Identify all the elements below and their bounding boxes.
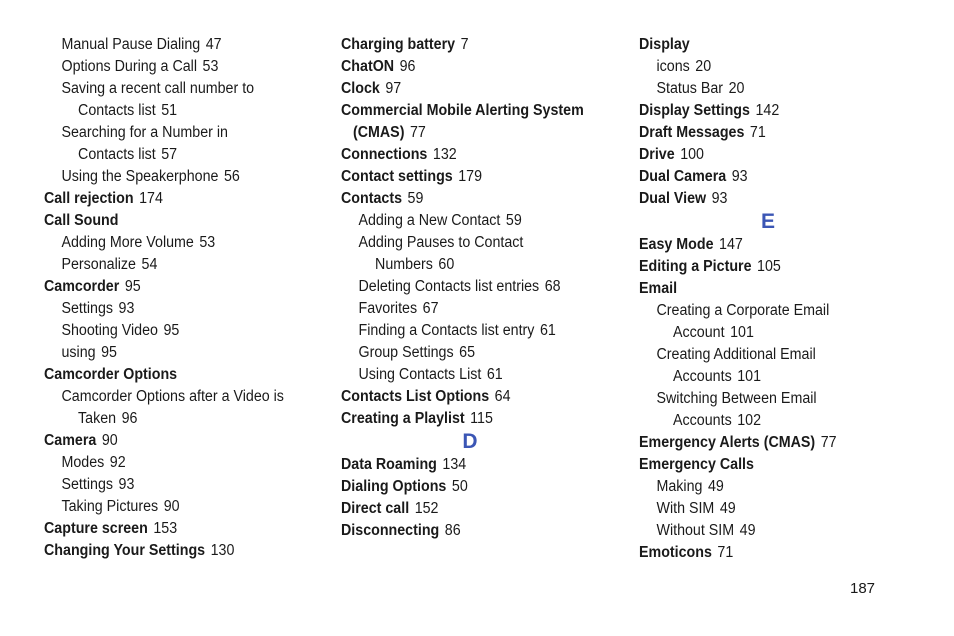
index-term-text: Contacts list xyxy=(78,146,156,163)
index-subterm xyxy=(639,476,887,498)
index-term-text: Contacts list xyxy=(78,102,156,119)
index-page-ref: 61 xyxy=(486,366,503,383)
index-page-ref: 102 xyxy=(737,412,762,429)
index-term xyxy=(639,122,887,144)
index-page-ref: 7 xyxy=(460,36,469,53)
index-term-text: Camera xyxy=(44,432,97,449)
index-subterm xyxy=(44,474,292,496)
index-page-ref: 49 xyxy=(707,478,724,495)
index-term xyxy=(639,100,887,122)
index-subterm xyxy=(639,322,887,344)
page-number: 187 xyxy=(850,580,876,597)
index-term-text: Direct call xyxy=(341,500,410,517)
section-letter: D xyxy=(462,430,478,453)
index-term-text: Capture screen xyxy=(44,520,148,537)
index-subterm xyxy=(341,364,589,386)
index-page-ref: 93 xyxy=(118,476,135,493)
index-page-ref: 61 xyxy=(539,322,556,339)
index-page-ref: 59 xyxy=(505,212,522,229)
index-term-text: Making xyxy=(656,478,703,495)
index-term-text: Settings xyxy=(61,476,114,493)
index-term-text: Camcorder xyxy=(44,278,120,295)
index-term xyxy=(341,476,589,498)
index-subterm xyxy=(639,344,887,366)
index-subterm xyxy=(44,166,292,188)
index-page-ref: 153 xyxy=(153,520,178,537)
index-page-ref: 49 xyxy=(719,500,736,517)
index-term-text: Without SIM xyxy=(656,522,735,539)
index-page-ref: 59 xyxy=(407,190,424,207)
index-term-text: Charging battery xyxy=(341,36,456,53)
index-column-2 xyxy=(341,34,611,542)
index-term-text: Dialing Options xyxy=(341,478,447,495)
index-subterm xyxy=(44,100,292,122)
index-subterm xyxy=(341,298,589,320)
index-page-ref: 174 xyxy=(139,190,163,207)
index-term xyxy=(639,454,887,476)
index-page-ref: 152 xyxy=(414,500,439,517)
index-term xyxy=(44,276,292,298)
index-term-text: Creating a Corporate Email xyxy=(656,302,830,319)
index-subterm xyxy=(44,298,292,320)
index-term-text: Options During a Call xyxy=(61,58,198,75)
index-subterm xyxy=(44,232,292,254)
index-page-ref: 71 xyxy=(717,544,734,561)
index-page-ref: 64 xyxy=(494,388,511,405)
index-term xyxy=(44,540,292,562)
index-term-text: Disconnecting xyxy=(341,522,440,539)
index-page-ref: 142 xyxy=(755,102,780,119)
index-subterm xyxy=(639,78,887,100)
index-term-text: Emergency Alerts (CMAS) xyxy=(639,434,816,451)
index-subterm xyxy=(639,520,887,542)
index-term xyxy=(341,78,589,100)
index-term-text: Taken xyxy=(78,410,117,427)
index-term xyxy=(341,408,589,430)
index-term-text: Modes xyxy=(61,454,105,471)
index-subterm xyxy=(44,56,292,78)
index-term-text: icons xyxy=(656,58,690,75)
index-subterm xyxy=(639,300,887,322)
index-term-text: Dual View xyxy=(639,190,707,207)
index-term-text: Changing Your Settings xyxy=(44,542,206,559)
index-subterm xyxy=(639,498,887,520)
index-term xyxy=(341,386,589,408)
index-term-text: Numbers xyxy=(375,256,433,273)
index-term xyxy=(341,144,589,166)
index-term-text: Contact settings xyxy=(341,168,453,185)
index-subterm xyxy=(44,144,292,166)
index-term-text: Using the Speakerphone xyxy=(61,168,219,185)
index-subterm xyxy=(44,34,292,56)
index-page-ref: 20 xyxy=(695,58,712,75)
index-term-text: Adding More Volume xyxy=(61,234,194,251)
index-page-ref: 115 xyxy=(470,410,493,427)
index-subterm xyxy=(44,408,292,430)
index-term-text: Status Bar xyxy=(656,80,724,97)
index-term xyxy=(341,34,589,56)
index-term-text: Taking Pictures xyxy=(61,498,159,515)
index-subterm xyxy=(341,276,589,298)
index-term-text: Draft Messages xyxy=(639,124,745,141)
index-term xyxy=(341,56,589,78)
index-page-ref: 95 xyxy=(124,278,141,295)
index-term-text: Contacts List Options xyxy=(341,388,490,405)
index-term-text: Shooting Video xyxy=(61,322,158,339)
index-page-ref: 100 xyxy=(680,146,705,163)
index-page-ref: 97 xyxy=(385,80,402,97)
index-page-ref: 95 xyxy=(101,344,117,361)
index-term-text: Manual Pause Dialing xyxy=(61,36,201,53)
index-page-ref: 132 xyxy=(432,146,457,163)
index-page-ref: 93 xyxy=(118,300,135,317)
index-term xyxy=(44,210,292,232)
section-letter: E xyxy=(760,210,775,233)
index-term-text: Easy Mode xyxy=(639,236,714,253)
index-subterm xyxy=(44,342,292,364)
index-subterm xyxy=(44,452,292,474)
index-term-text: Favorites xyxy=(358,300,418,317)
index-term-text: Call Sound xyxy=(44,212,119,229)
index-term xyxy=(639,188,887,210)
index-term-text: Connections xyxy=(341,146,428,163)
index-term xyxy=(639,166,887,188)
index-term xyxy=(341,520,589,542)
index-page-ref: 53 xyxy=(199,234,216,251)
index-page-ref: 101 xyxy=(730,324,754,341)
index-term-text: Emoticons xyxy=(639,544,712,561)
index-term xyxy=(341,122,589,144)
index-term-text: Group Settings xyxy=(358,344,454,361)
index-page-ref: 47 xyxy=(205,36,222,53)
index-term-text: Saving a recent call number to xyxy=(61,80,255,97)
index-column-1 xyxy=(44,34,314,562)
index-page-ref: 134 xyxy=(442,456,467,473)
index-page-ref: 49 xyxy=(739,522,756,539)
index-subterm xyxy=(639,410,887,432)
index-subterm xyxy=(44,254,292,276)
index-subterm xyxy=(639,388,887,410)
index-page-ref: 95 xyxy=(163,322,180,339)
index-page-ref: 101 xyxy=(737,368,762,385)
index-subterm xyxy=(639,56,887,78)
index-term-text: Camcorder Options after a Video is xyxy=(61,388,284,405)
index-page-ref: 54 xyxy=(141,256,158,273)
index-term xyxy=(44,188,292,210)
index-term-text: Contacts xyxy=(341,190,403,207)
index-page-ref: 90 xyxy=(163,498,180,515)
index-term-text: Clock xyxy=(341,80,380,97)
index-term-text: Settings xyxy=(61,300,114,317)
index-term-text: Finding a Contacts list entry xyxy=(358,322,535,339)
index-term-text: Dual Camera xyxy=(639,168,727,185)
index-term-text: Adding a New Contact xyxy=(358,212,501,229)
index-term xyxy=(639,432,887,454)
index-page-ref: 105 xyxy=(757,258,781,275)
index-subterm xyxy=(639,366,887,388)
index-page-ref: 86 xyxy=(444,522,461,539)
index-page-ref: 77 xyxy=(409,124,426,141)
index-page-ref: 179 xyxy=(458,168,483,185)
index-term xyxy=(44,364,292,386)
index-term-text: Call rejection xyxy=(44,190,134,207)
index-term xyxy=(44,430,292,452)
index-page-ref: 51 xyxy=(161,102,178,119)
index-term xyxy=(639,34,887,56)
index-term-text: Camcorder Options xyxy=(44,366,178,383)
index-term xyxy=(639,234,887,256)
index-subterm xyxy=(44,320,292,342)
index-subterm xyxy=(44,78,292,100)
index-page-ref: 60 xyxy=(438,256,455,273)
index-page-ref: 96 xyxy=(121,410,138,427)
index-term-text: Searching for a Number in xyxy=(61,124,228,141)
index-page-ref: 53 xyxy=(202,58,219,75)
index-term xyxy=(639,256,887,278)
index-page-ref: 68 xyxy=(544,278,561,295)
index-page-ref: 71 xyxy=(749,124,766,141)
index-term xyxy=(341,166,589,188)
index-term xyxy=(341,454,589,476)
index-term-text: Commercial Mobile Alerting System xyxy=(341,102,584,119)
index-page-ref: 96 xyxy=(399,58,416,75)
index-page-ref: 65 xyxy=(459,344,476,361)
index-term xyxy=(341,100,589,122)
index-page-ref: 56 xyxy=(223,168,240,185)
index-term-text: Accounts xyxy=(673,368,732,385)
index-page-ref: 57 xyxy=(161,146,178,163)
index-subterm xyxy=(341,320,589,342)
index-page-ref: 93 xyxy=(711,190,728,207)
index-term-text: Email xyxy=(639,280,678,297)
index-term-text: Using Contacts List xyxy=(358,366,482,383)
index-term-text: using xyxy=(61,344,96,361)
index-page-ref: 147 xyxy=(719,236,743,253)
index-term xyxy=(639,542,887,564)
index-term-text: Data Roaming xyxy=(341,456,437,473)
index-term-text: ChatON xyxy=(341,58,395,75)
index-subterm xyxy=(341,254,589,276)
index-term-text: Emergency Calls xyxy=(639,456,754,473)
index-term-text: Editing a Picture xyxy=(639,258,752,275)
index-page-ref: 20 xyxy=(728,80,745,97)
index-column-3 xyxy=(639,34,909,564)
index-term-text: Switching Between Email xyxy=(656,390,817,407)
index-page-ref: 90 xyxy=(101,432,118,449)
index-term-text: Creating a Playlist xyxy=(341,410,465,427)
index-term-text: Display xyxy=(639,36,690,53)
index-subterm xyxy=(341,232,589,254)
index-term-text: Adding Pauses to Contact xyxy=(358,234,524,251)
index-term-text: Display Settings xyxy=(639,102,750,119)
index-subterm xyxy=(44,386,292,408)
index-term-text: With SIM xyxy=(656,500,715,517)
index-page-ref: 92 xyxy=(109,454,126,471)
index-term xyxy=(639,278,887,300)
index-term xyxy=(44,518,292,540)
index-subterm xyxy=(44,496,292,518)
index-term xyxy=(639,144,887,166)
index-term xyxy=(341,498,589,520)
index-page-ref: 130 xyxy=(210,542,235,559)
index-page-ref: 67 xyxy=(422,300,439,317)
index-term xyxy=(341,188,589,210)
index-page-ref: 77 xyxy=(820,434,837,451)
index-subterm xyxy=(341,342,589,364)
index-term-text: Drive xyxy=(639,146,675,163)
index-term-text: Personalize xyxy=(61,256,137,273)
index-term-text: (CMAS) xyxy=(352,124,405,141)
index-page-ref: 50 xyxy=(451,478,468,495)
index-term-text: Accounts xyxy=(673,412,732,429)
index-term-text: Creating Additional Email xyxy=(656,346,816,363)
index-page-ref: 93 xyxy=(731,168,748,185)
index-subterm xyxy=(44,122,292,144)
index-term-text: Deleting Contacts list entries xyxy=(358,278,540,295)
index-subterm xyxy=(341,210,589,232)
index-term-text: Account xyxy=(673,324,725,341)
